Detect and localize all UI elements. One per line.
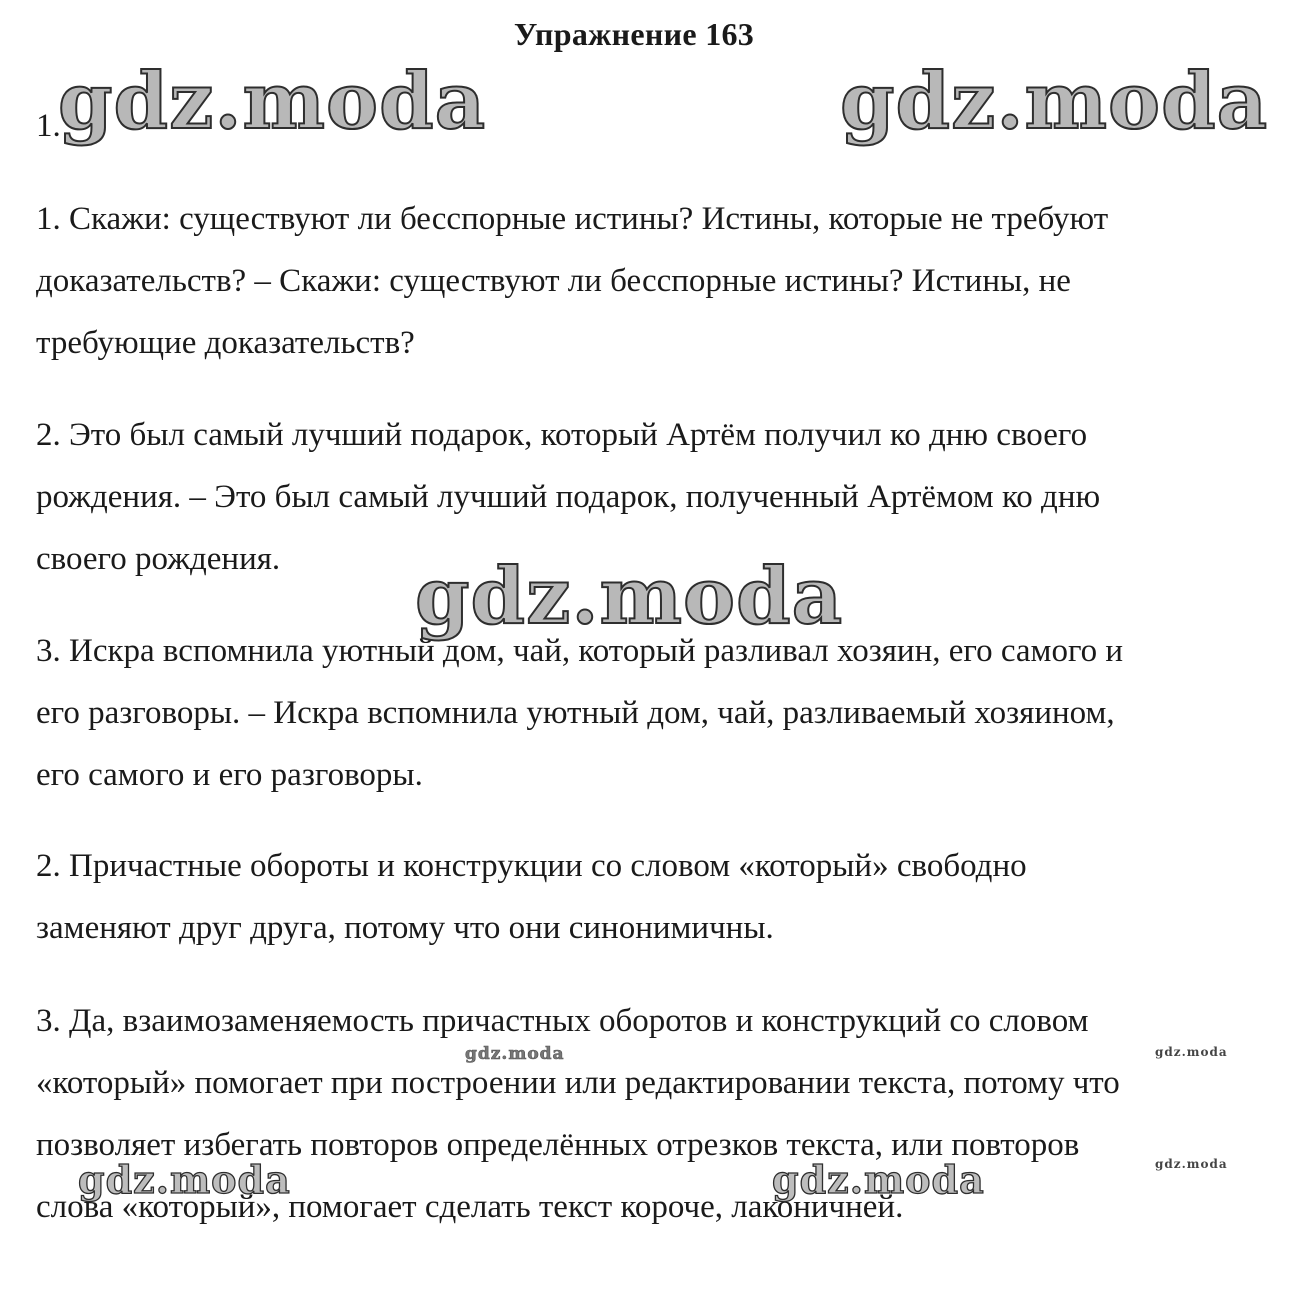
text-line: его разговоры. – Искра вспомнила уютный дом, чай, разливаемый хозяином, [36, 695, 1115, 731]
text-line: 3. Искра вспомнила уютный дом, чай, который разливал хозяин, его самого и [36, 633, 1124, 669]
text-line: позволяет избегать повторов определённых отрезков текста, или повторов [36, 1127, 1080, 1163]
text-line: «который» помогает при построении или редактировании текста, потому что [36, 1065, 1120, 1101]
watermark-logo: gdz.moda [78, 1157, 291, 1202]
text-line: рождения. – Это был самый лучший подарок, полученный Артёмом ко дню [36, 479, 1101, 515]
watermark-logo: gdz.moda [1155, 1045, 1228, 1059]
section-label: 1. [36, 108, 61, 144]
text-line: своего рождения. [36, 541, 281, 577]
exercise-title: Упражнение 163 [513, 16, 755, 52]
watermark-logo: gdz.moda [58, 56, 487, 147]
text-line: 1. Скажи: существуют ли бесспорные истины? Истины, которые не требуют [36, 201, 1109, 237]
watermark-logo: gdz.moda [1155, 1157, 1228, 1171]
text-line: 2. Причастные обороты и конструкции со словом «который» свободно [36, 848, 1027, 884]
text-line: его самого и его разговоры. [36, 757, 423, 793]
watermark-logo: gdz.moda [465, 1044, 565, 1064]
watermark-logo: gdz.moda [840, 56, 1269, 147]
watermark-logo: gdz.moda [415, 551, 844, 642]
text-line: 3. Да, взаимозаменяемость причастных оборотов и конструкций со словом [36, 1003, 1089, 1039]
watermark-logo: gdz.moda [772, 1157, 985, 1202]
text-line: доказательств? – Скажи: существуют ли бесспорные истины? Истины, не [36, 263, 1071, 299]
text-line: заменяют друг друга, потому что они синонимичны. [36, 910, 774, 946]
text-line: слова «который», помогает сделать текст короче, лаконичней. [36, 1189, 904, 1225]
text-line: требующие доказательств? [36, 325, 415, 361]
text-line: 2. Это был самый лучший подарок, который Артём получил ко дню своего [36, 417, 1088, 453]
